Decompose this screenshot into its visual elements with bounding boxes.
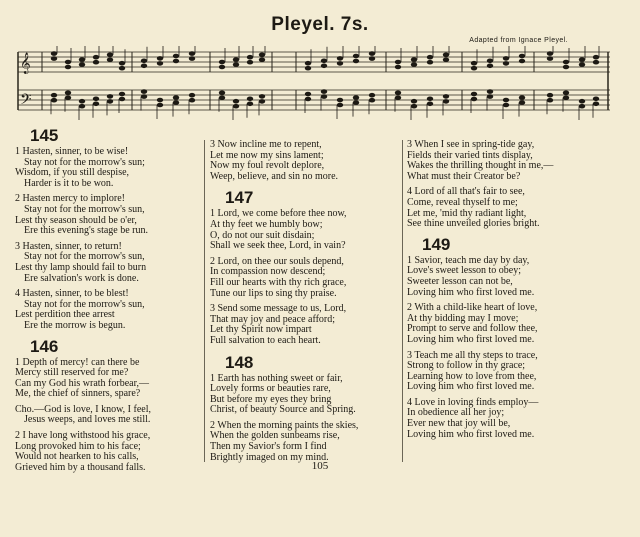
verse bbox=[407, 187, 607, 229]
treble-clef-icon: 𝄞 bbox=[20, 53, 31, 74]
column-middle bbox=[210, 126, 400, 468]
lyric-line: Lest thy lamp should fail to burn bbox=[15, 261, 147, 273]
lyric-line: Mercy still reserved for me? bbox=[15, 367, 129, 379]
verse bbox=[210, 140, 400, 182]
note-head bbox=[337, 61, 343, 66]
note-head bbox=[107, 99, 113, 104]
lyric-line: Christ, of beauty Source and Spring. bbox=[210, 404, 356, 416]
lyric-line: 2 Lord, on thee our souls depend, bbox=[210, 255, 344, 267]
lyric-line: Stay not for the morrow's sun, bbox=[24, 203, 145, 215]
note-head bbox=[247, 97, 253, 102]
note-head bbox=[119, 66, 125, 71]
page-number: 105 bbox=[311, 460, 329, 472]
composer-attribution: Adapted from Ignace Pleyel. bbox=[469, 37, 568, 44]
lyric-line: 2 When the morning paints the skies, bbox=[210, 419, 359, 431]
verse bbox=[15, 194, 200, 236]
lyric-line: Cho.—God is love, I know, I feel, bbox=[15, 403, 151, 415]
note-head bbox=[443, 53, 449, 58]
lyric-line: 1 Hasten, sinner, to be wise! bbox=[15, 146, 129, 157]
lyric-line: 4 Lord of all that's fair to see, bbox=[407, 186, 525, 198]
note-head bbox=[321, 59, 327, 64]
note-head bbox=[471, 97, 477, 102]
note-head bbox=[189, 93, 195, 98]
note-head bbox=[503, 56, 509, 61]
verse bbox=[15, 358, 200, 400]
verse bbox=[15, 147, 200, 189]
note-head bbox=[369, 93, 375, 98]
note-head bbox=[173, 95, 179, 100]
page-title: Pleyel. 7s. bbox=[271, 14, 369, 35]
verse bbox=[407, 303, 607, 345]
note-head bbox=[305, 66, 311, 71]
note-head bbox=[79, 57, 85, 62]
note-head bbox=[519, 54, 525, 59]
lyric-line: Then my Savior's form I find bbox=[210, 441, 327, 453]
lyric-line: 2 I have long withstood his grace, bbox=[15, 430, 151, 442]
note-head bbox=[93, 55, 99, 60]
note-head bbox=[157, 61, 163, 66]
hymn bbox=[15, 337, 200, 474]
lyric-line: Wisdom, if you still despise, bbox=[15, 167, 130, 179]
note-head bbox=[233, 104, 239, 109]
lyric-line: At thy feet we humbly bow; bbox=[210, 218, 323, 230]
column-left bbox=[15, 126, 200, 478]
lyric-line: Let thy Spirit now impart bbox=[210, 324, 312, 336]
hymn-number: 146 bbox=[30, 336, 59, 356]
note-head bbox=[411, 62, 417, 67]
lyric-line: In obedience all her joy; bbox=[407, 407, 505, 419]
lyric-line: Now my foul revolt deplore, bbox=[210, 160, 325, 172]
hymn-number: 149 bbox=[422, 234, 451, 254]
lyric-line: Strong to follow in thy grace; bbox=[407, 360, 526, 372]
note-head bbox=[321, 64, 327, 69]
note-head bbox=[321, 89, 327, 94]
lyric-line: But before my eyes they bring bbox=[210, 393, 332, 405]
note-head bbox=[411, 104, 417, 109]
note-head bbox=[305, 92, 311, 97]
lyric-line: 3 Teach me all thy steps to trace, bbox=[407, 349, 538, 361]
verse bbox=[210, 209, 400, 251]
note-head bbox=[51, 51, 57, 56]
music-score bbox=[14, 46, 614, 120]
note-head bbox=[141, 59, 147, 64]
note-head bbox=[593, 102, 599, 107]
note-head bbox=[395, 60, 401, 65]
bass-clef-icon: 𝄢 bbox=[20, 91, 32, 112]
note-head bbox=[411, 57, 417, 62]
note-head bbox=[337, 56, 343, 61]
hymn-number: 145 bbox=[30, 126, 59, 145]
note-head bbox=[79, 99, 85, 104]
note-head bbox=[189, 56, 195, 61]
lyric-line: Harder is it to be won. bbox=[24, 177, 114, 189]
note-head bbox=[141, 94, 147, 99]
note-head bbox=[93, 102, 99, 107]
note-head bbox=[157, 103, 163, 108]
note-head bbox=[487, 94, 493, 99]
verse bbox=[407, 398, 607, 440]
note-head bbox=[471, 66, 477, 71]
column-divider bbox=[204, 140, 205, 462]
note-head bbox=[427, 60, 433, 65]
note-head bbox=[353, 59, 359, 64]
note-head bbox=[503, 61, 509, 66]
note-head bbox=[219, 96, 225, 101]
note-head bbox=[173, 54, 179, 59]
hymn bbox=[210, 188, 400, 346]
lyric-line: Can my God his wrath forbear,— bbox=[15, 377, 150, 389]
lyric-line: Love's sweet lesson to obey; bbox=[407, 265, 522, 277]
note-head bbox=[563, 65, 569, 70]
lyric-line: 3 When I see in spring-tide gay, bbox=[407, 139, 535, 150]
note-head bbox=[107, 53, 113, 58]
verse bbox=[15, 289, 200, 331]
lyric-line: That may joy and peace afford; bbox=[210, 313, 336, 325]
note-head bbox=[563, 91, 569, 96]
hymn-number: 147 bbox=[225, 188, 254, 208]
note-head bbox=[51, 98, 57, 103]
lyric-line: Fields their varied tints display, bbox=[407, 149, 533, 161]
lyric-line: 3 Send some message to us, Lord, bbox=[210, 303, 347, 315]
note-head bbox=[65, 91, 71, 96]
note-head bbox=[141, 64, 147, 69]
lyric-line: At thy bidding may I move; bbox=[407, 312, 519, 324]
verse bbox=[210, 257, 400, 299]
note-head bbox=[247, 55, 253, 60]
lyric-line: 3 Now incline me to repent, bbox=[210, 139, 322, 150]
note-head bbox=[259, 53, 265, 58]
lyric-line: Shall we seek thee, Lord, in vain? bbox=[210, 240, 346, 252]
note-head bbox=[395, 91, 401, 96]
lyric-line: 4 Love in loving finds employ— bbox=[407, 396, 539, 408]
note-head bbox=[519, 100, 525, 105]
note-head bbox=[65, 65, 71, 70]
lyric-line: Let me, 'mid thy radiant light, bbox=[407, 207, 527, 219]
note-head bbox=[51, 93, 57, 98]
note-head bbox=[353, 54, 359, 59]
lyric-line: Loving him who first loved me. bbox=[407, 428, 535, 440]
note-head bbox=[519, 59, 525, 64]
verse bbox=[210, 304, 400, 346]
note-head bbox=[519, 95, 525, 100]
note-head bbox=[259, 58, 265, 63]
note-head bbox=[579, 99, 585, 104]
lyric-line: Loving him who first loved me. bbox=[407, 333, 535, 345]
note-head bbox=[487, 64, 493, 69]
lyric-line: Sweeter lesson can not be, bbox=[407, 275, 513, 287]
lyric-line: Weep, believe, and sin no more. bbox=[210, 170, 339, 182]
note-head bbox=[259, 94, 265, 99]
hymn bbox=[210, 353, 400, 464]
note-head bbox=[51, 56, 57, 61]
lyric-line: Me, the chief of sinners, spare? bbox=[15, 388, 141, 400]
note-head bbox=[157, 98, 163, 103]
note-head bbox=[247, 60, 253, 65]
note-head bbox=[579, 57, 585, 62]
note-head bbox=[395, 65, 401, 70]
lyric-line: 1 Earth has nothing sweet or fair, bbox=[210, 372, 343, 384]
lyric-line: Stay not for the morrow's sun; bbox=[24, 156, 145, 168]
note-head bbox=[321, 94, 327, 99]
lyric-line: Ere salvation's work is done. bbox=[24, 272, 139, 284]
hymn bbox=[210, 126, 400, 182]
lyric-line: Brightly imaged on my mind. bbox=[210, 451, 329, 463]
lyric-line: In compassion now descend; bbox=[210, 266, 326, 278]
verse bbox=[407, 140, 607, 182]
note-head bbox=[305, 61, 311, 66]
note-head bbox=[369, 98, 375, 103]
verse bbox=[15, 242, 200, 284]
lyric-line: Prompt to serve and follow thee, bbox=[407, 323, 538, 335]
note-head bbox=[593, 97, 599, 102]
note-head bbox=[427, 97, 433, 102]
note-head bbox=[353, 100, 359, 105]
lyric-line: Full salvation to each heart. bbox=[210, 334, 321, 346]
note-head bbox=[369, 51, 375, 56]
note-head bbox=[443, 58, 449, 63]
note-head bbox=[219, 91, 225, 96]
lyric-line: 1 Savior, teach me day by day, bbox=[407, 254, 530, 266]
note-head bbox=[119, 97, 125, 102]
note-head bbox=[471, 61, 477, 66]
note-head bbox=[411, 99, 417, 104]
lyric-line: Tune our lips to sing thy praise. bbox=[210, 287, 337, 299]
lyric-line: 2 Hasten mercy to implore! bbox=[15, 193, 125, 205]
note-head bbox=[65, 60, 71, 65]
lyric-line: Come, reveal thyself to me; bbox=[407, 196, 518, 208]
note-head bbox=[219, 65, 225, 70]
lyric-line: Lest thy season should be o'er, bbox=[15, 214, 137, 226]
note-head bbox=[503, 103, 509, 108]
lyric-line: Ever new that joy will be, bbox=[407, 418, 511, 430]
note-head bbox=[219, 60, 225, 65]
hymn bbox=[407, 235, 607, 441]
note-head bbox=[189, 51, 195, 56]
lyric-line: O, do not our suit disdain; bbox=[210, 229, 315, 241]
note-head bbox=[427, 55, 433, 60]
note-head bbox=[233, 57, 239, 62]
note-head bbox=[487, 89, 493, 94]
lyric-line: Lovely forms or beauties rare, bbox=[210, 383, 331, 395]
note-head bbox=[427, 102, 433, 107]
note-head bbox=[233, 62, 239, 67]
lyric-line: Lest perdition thee arrest bbox=[15, 309, 115, 321]
note-head bbox=[93, 60, 99, 65]
note-head bbox=[119, 92, 125, 97]
lyric-line: Ere this evening's stage be run. bbox=[24, 225, 148, 237]
note-head bbox=[395, 96, 401, 101]
note-head bbox=[547, 98, 553, 103]
lyric-line: Stay not for the morrow's sun, bbox=[24, 298, 145, 310]
note-head bbox=[157, 56, 163, 61]
note-head bbox=[65, 96, 71, 101]
note-head bbox=[369, 56, 375, 61]
lyric-line: Loving him who first loved me. bbox=[407, 286, 535, 298]
verse bbox=[407, 351, 607, 393]
hymn-number: 148 bbox=[225, 352, 254, 372]
note-head bbox=[471, 92, 477, 97]
note-head bbox=[579, 62, 585, 67]
note-head bbox=[247, 102, 253, 107]
lyric-line: Learning how to love from thee, bbox=[407, 370, 537, 382]
note-head bbox=[443, 99, 449, 104]
note-head bbox=[107, 94, 113, 99]
note-head bbox=[337, 103, 343, 108]
lyric-line: 1 Lord, we come before thee now, bbox=[210, 208, 347, 220]
note-head bbox=[579, 104, 585, 109]
note-head bbox=[93, 97, 99, 102]
note-head bbox=[107, 58, 113, 63]
note-head bbox=[593, 55, 599, 60]
note-head bbox=[259, 99, 265, 104]
column-right bbox=[407, 126, 607, 445]
lyric-line: Would not hearken to his calls, bbox=[15, 451, 139, 463]
note-head bbox=[443, 94, 449, 99]
verse bbox=[407, 256, 607, 298]
verse bbox=[15, 405, 200, 426]
lyric-line: When the golden sunbeams rise, bbox=[210, 430, 340, 442]
lyric-line: Fill our hearts with thy rich grace, bbox=[210, 276, 347, 288]
lyric-line: Stay not for the morrow's sun, bbox=[24, 251, 145, 263]
note-head bbox=[173, 59, 179, 64]
lyric-line: 3 Hasten, sinner, to return! bbox=[15, 240, 122, 252]
lyric-line: Let me now my sins lament; bbox=[210, 149, 324, 161]
note-head bbox=[233, 99, 239, 104]
note-head bbox=[563, 96, 569, 101]
note-head bbox=[547, 56, 553, 61]
lyric-line: 2 With a child-like heart of love, bbox=[407, 302, 538, 314]
hymn bbox=[407, 126, 607, 230]
note-head bbox=[337, 98, 343, 103]
note-head bbox=[119, 61, 125, 66]
note-head bbox=[141, 89, 147, 94]
lyric-line: Jesus weeps, and loves me still. bbox=[24, 414, 151, 426]
note-head bbox=[563, 60, 569, 65]
note-head bbox=[503, 98, 509, 103]
verse bbox=[210, 374, 400, 416]
lyric-line: Loving him who first loved me. bbox=[407, 381, 535, 393]
note-head bbox=[487, 59, 493, 64]
lyric-line: See thine unveiled glories bright. bbox=[407, 218, 540, 230]
column-divider bbox=[402, 140, 403, 462]
note-head bbox=[353, 95, 359, 100]
note-head bbox=[547, 93, 553, 98]
lyric-line: Ere the morrow is begun. bbox=[24, 319, 126, 331]
note-head bbox=[79, 104, 85, 109]
note-head bbox=[79, 62, 85, 67]
note-head bbox=[593, 60, 599, 65]
note-head bbox=[305, 97, 311, 102]
note-head bbox=[547, 51, 553, 56]
note-head bbox=[189, 98, 195, 103]
lyric-line: What must their Creator be? bbox=[407, 170, 521, 182]
lyric-line: 4 Hasten, sinner, to be blest! bbox=[15, 288, 129, 300]
verse bbox=[210, 421, 400, 463]
lyric-line: 1 Depth of mercy! can there be bbox=[15, 356, 140, 368]
hymn bbox=[15, 126, 200, 332]
lyric-line: Grieved him by a thousand falls. bbox=[15, 461, 146, 473]
note-head bbox=[173, 100, 179, 105]
lyric-line: Long provoked him to his face; bbox=[15, 440, 141, 452]
lyric-line: Wakes the thrilling thought in me,— bbox=[407, 160, 554, 172]
